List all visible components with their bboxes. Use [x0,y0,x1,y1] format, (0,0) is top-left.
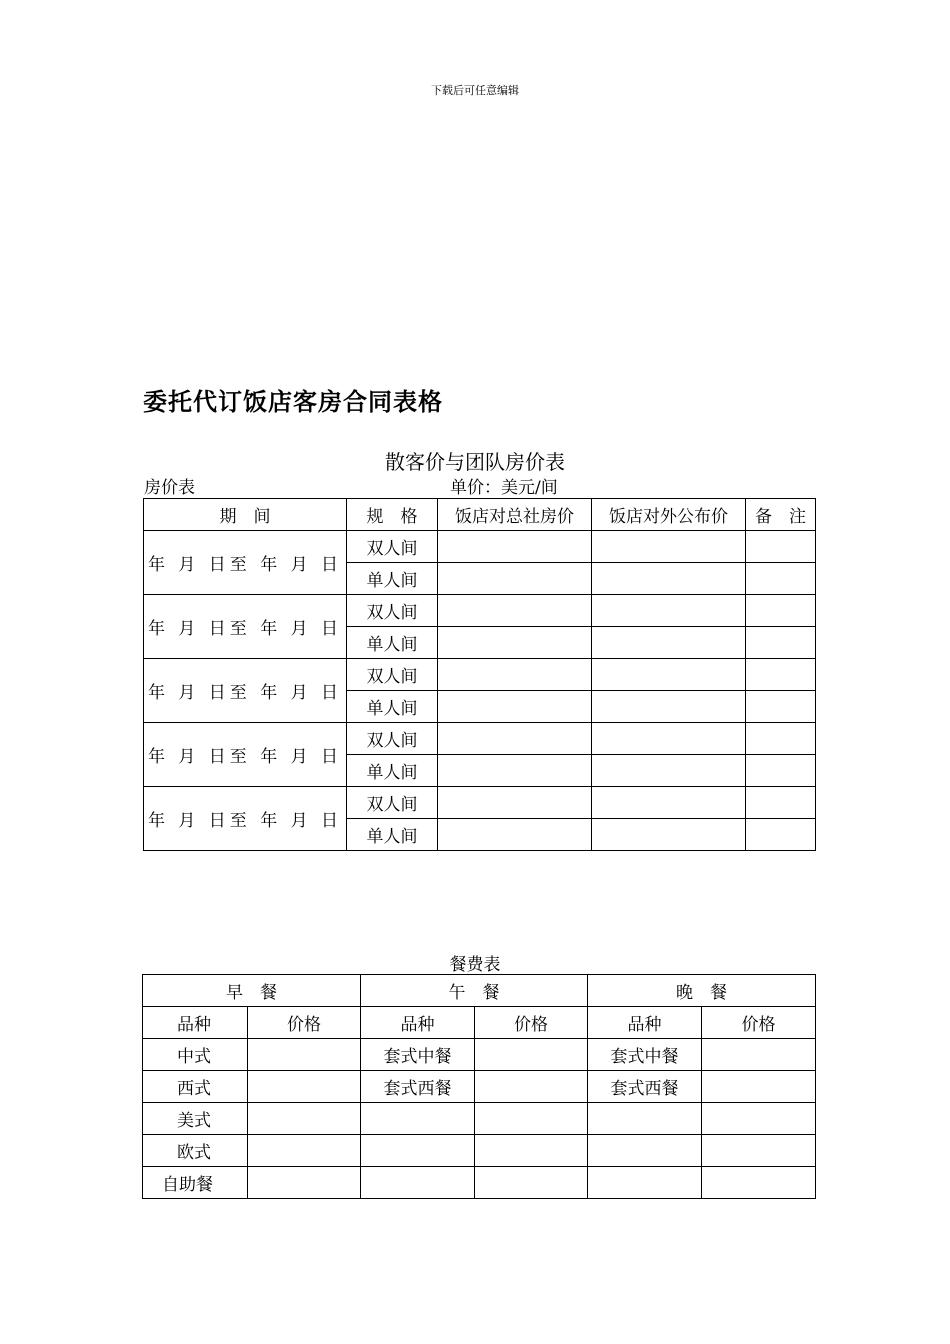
agency-price-cell[interactable] [438,531,592,563]
lunch-price-cell[interactable] [475,1039,588,1071]
table-row [144,723,816,755]
table-row [143,1071,816,1103]
agency-price-cell[interactable] [438,659,592,691]
remark-cell[interactable] [746,755,816,787]
lunch-price-cell[interactable] [475,1135,588,1167]
lunch-variety-cell: 套式西餐 [361,1071,475,1103]
remark-cell[interactable] [746,787,816,819]
remark-cell[interactable] [746,563,816,595]
agency-price-cell[interactable] [438,755,592,787]
header-dinner-variety: 品种 [588,1007,702,1039]
breakfast-variety-cell: 美式 [143,1103,248,1135]
room-type-cell: 单人间 [347,627,438,659]
period-cell: 年 月 日至 年 月 日 [144,787,347,851]
dinner-variety-cell: 套式中餐 [588,1039,702,1071]
breakfast-variety-cell: 自助餐 [143,1167,248,1199]
public-price-cell[interactable] [592,659,746,691]
agency-price-cell[interactable] [438,819,592,851]
agency-price-cell[interactable] [438,691,592,723]
breakfast-price-cell[interactable] [248,1071,361,1103]
breakfast-price-cell[interactable] [248,1039,361,1071]
period-cell: 年 月 日至 年 月 日 [144,723,347,787]
table-row [144,787,816,819]
header-remark: 备 注 [746,499,816,531]
header-lunch-price: 价格 [475,1007,588,1039]
lunch-variety-cell [361,1167,475,1199]
remark-cell[interactable] [746,691,816,723]
agency-price-cell[interactable] [438,787,592,819]
breakfast-variety-cell: 中式 [143,1039,248,1071]
dinner-price-cell[interactable] [702,1167,816,1199]
document-title: 委托代订饭店客房合同表格 [143,388,443,416]
table-row [143,1039,816,1071]
price-unit-label: 单价：美元/间 [450,478,558,498]
period-cell: 年 月 日至 年 月 日 [144,595,347,659]
remark-cell[interactable] [746,627,816,659]
table-row [143,1103,816,1135]
public-price-cell[interactable] [592,819,746,851]
header-lunch: 午 餐 [361,975,588,1007]
room-type-cell: 单人间 [347,691,438,723]
lunch-variety-cell [361,1135,475,1167]
lunch-variety-cell [361,1103,475,1135]
breakfast-price-cell[interactable] [248,1103,361,1135]
public-price-cell[interactable] [592,787,746,819]
room-type-cell: 单人间 [347,819,438,851]
room-rate-table-label: 房价表 [144,478,195,498]
header-period: 期 间 [144,499,347,531]
header-note: 下载后可任意编辑 [431,84,519,97]
lunch-price-cell[interactable] [475,1167,588,1199]
table-row [144,659,816,691]
meal-fee-table [142,974,816,1199]
room-type-cell: 双人间 [347,595,438,627]
remark-cell[interactable] [746,819,816,851]
breakfast-variety-cell: 欧式 [143,1135,248,1167]
lunch-price-cell[interactable] [475,1103,588,1135]
remark-cell[interactable] [746,531,816,563]
agency-price-cell[interactable] [438,627,592,659]
dinner-price-cell[interactable] [702,1071,816,1103]
table-row [143,1135,816,1167]
period-cell: 年 月 日至 年 月 日 [144,659,347,723]
lunch-price-cell[interactable] [475,1071,588,1103]
room-type-cell: 双人间 [347,659,438,691]
dinner-price-cell[interactable] [702,1135,816,1167]
agency-price-cell[interactable] [438,723,592,755]
public-price-cell[interactable] [592,563,746,595]
header-dinner: 晚 餐 [588,975,816,1007]
dinner-price-cell[interactable] [702,1039,816,1071]
dinner-price-cell[interactable] [702,1103,816,1135]
room-type-cell: 双人间 [347,787,438,819]
header-breakfast-price: 价格 [248,1007,361,1039]
public-price-cell[interactable] [592,755,746,787]
room-type-cell: 双人间 [347,531,438,563]
header-breakfast: 早 餐 [143,975,361,1007]
room-type-cell: 双人间 [347,723,438,755]
lunch-variety-cell: 套式中餐 [361,1039,475,1071]
header-public-price: 饭店对外公布价 [592,499,746,531]
dinner-variety-cell [588,1103,702,1135]
period-cell: 年 月 日至 年 月 日 [144,531,347,595]
remark-cell[interactable] [746,595,816,627]
remark-cell[interactable] [746,659,816,691]
public-price-cell[interactable] [592,595,746,627]
dinner-variety-cell [588,1167,702,1199]
table-row [144,531,816,563]
header-agency-price: 饭店对总社房价 [438,499,592,531]
meal-column-header-row [143,1007,816,1039]
room-rate-section-title: 散客价与团队房价表 [385,450,565,474]
room-table-header-row [144,499,816,531]
table-row [143,1167,816,1199]
breakfast-variety-cell: 西式 [143,1071,248,1103]
breakfast-price-cell[interactable] [248,1135,361,1167]
room-rate-table [143,498,816,851]
table-row [144,595,816,627]
header-dinner-price: 价格 [702,1007,816,1039]
meal-table-title: 餐费表 [449,955,501,975]
header-spec: 规 格 [347,499,438,531]
remark-cell[interactable] [746,723,816,755]
room-type-cell: 单人间 [347,755,438,787]
breakfast-price-cell[interactable] [248,1167,361,1199]
public-price-cell[interactable] [592,691,746,723]
public-price-cell[interactable] [592,531,746,563]
header-lunch-variety: 品种 [361,1007,475,1039]
agency-price-cell[interactable] [438,563,592,595]
agency-price-cell[interactable] [438,595,592,627]
dinner-variety-cell [588,1135,702,1167]
public-price-cell[interactable] [592,723,746,755]
header-breakfast-variety: 品种 [143,1007,248,1039]
meal-group-header-row [143,975,816,1007]
dinner-variety-cell: 套式西餐 [588,1071,702,1103]
room-type-cell: 单人间 [347,563,438,595]
public-price-cell[interactable] [592,627,746,659]
